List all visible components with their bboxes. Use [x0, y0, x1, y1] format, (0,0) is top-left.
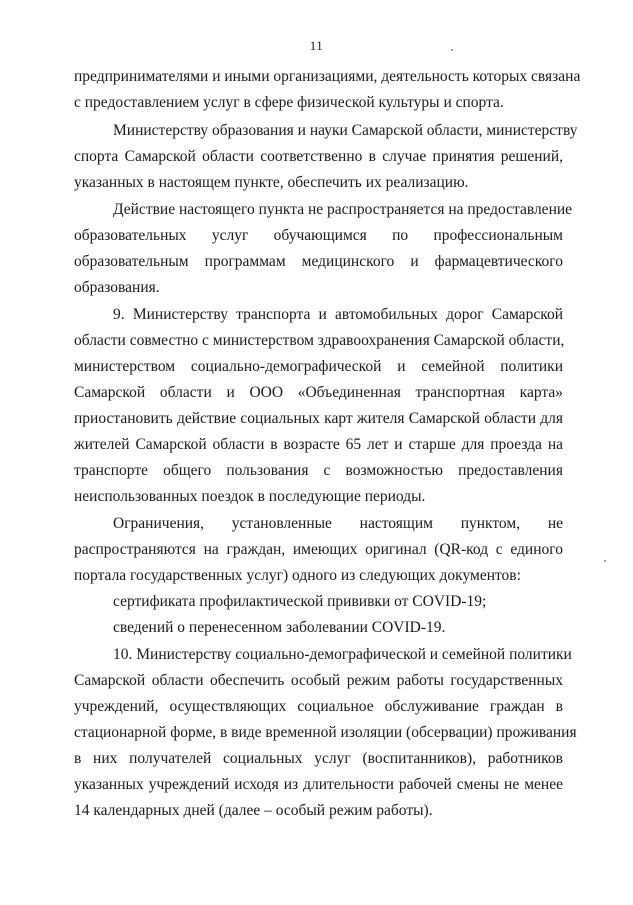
- text-line: образования.: [74, 279, 160, 296]
- text-line: Действие настоящего пункта не распространяется на предоставление: [113, 201, 573, 218]
- text-line: указанных в настоящем пункте, обеспечить их реализацию.: [74, 174, 469, 191]
- text-line: транспорте общего пользования с возможностью предоставления: [74, 462, 563, 479]
- text-line: портала государственных услуг) одного из следующих документов:: [74, 567, 521, 584]
- text-line: Ограничения, установленные настоящим пунктом, не: [113, 515, 563, 532]
- text-line: сертификата профилактической прививки от COVID-19;: [113, 593, 487, 610]
- scan-speck: [451, 49, 453, 51]
- text-line: жителей Самарской области в возрасте 65 лет и старше для проезда на: [74, 436, 563, 453]
- text-line: Самарской области и ООО «Объединенная транспортная карта»: [74, 384, 563, 401]
- text-line: 14 календарных дней (далее – особый режим работы).: [74, 802, 433, 819]
- text-line: министерством социально-демографической и семейной политики: [74, 358, 563, 375]
- text-line: Самарской области обеспечить особый режим работы государственных: [74, 672, 563, 689]
- text-line: Министерству образования и науки Самарской области, министерству: [113, 122, 578, 139]
- text-line: предпринимателями и иными организациями, деятельность которых связана: [74, 68, 581, 85]
- text-line: учреждений, осуществляющих социальное обслуживание граждан в: [74, 698, 563, 715]
- text-line: в них получателей социальных услуг (воспитанников), работников: [74, 750, 563, 767]
- text-line: области совместно с министерством здравоохранения Самарской области,: [74, 332, 565, 349]
- text-line: 9. Министерству транспорта и автомобильных дорог Самарской: [113, 306, 563, 323]
- scan-speck: [604, 560, 606, 562]
- text-line: приостановить действие социальных карт жителя Самарской области для: [74, 410, 563, 427]
- text-line: образовательных услуг обучающимся по профессиональным: [74, 227, 563, 244]
- text-line: образовательным программам медицинского и фармацевтического: [74, 253, 563, 270]
- text-line: спорта Самарской области соответственно в случае принятия решений,: [74, 148, 563, 165]
- text-line: сведений о перенесенном заболевании COVID-19.: [113, 619, 446, 636]
- page-number: 11: [309, 38, 324, 53]
- text-line: распространяются на граждан, имеющих оригинал (QR-код с единого: [74, 541, 563, 558]
- text-line: с предоставлением услуг в сфере физической культуры и спорта.: [74, 94, 504, 111]
- text-line: стационарной форме, в виде временной изоляции (обсервации) проживания: [74, 724, 577, 741]
- text-line: указанных учреждений исходя из длительности рабочей смены не менее: [74, 776, 563, 793]
- text-line: неиспользованных поездок в последующие периоды.: [74, 488, 426, 505]
- text-line: 10. Министерству социально-демографической и семейной политики: [113, 646, 572, 663]
